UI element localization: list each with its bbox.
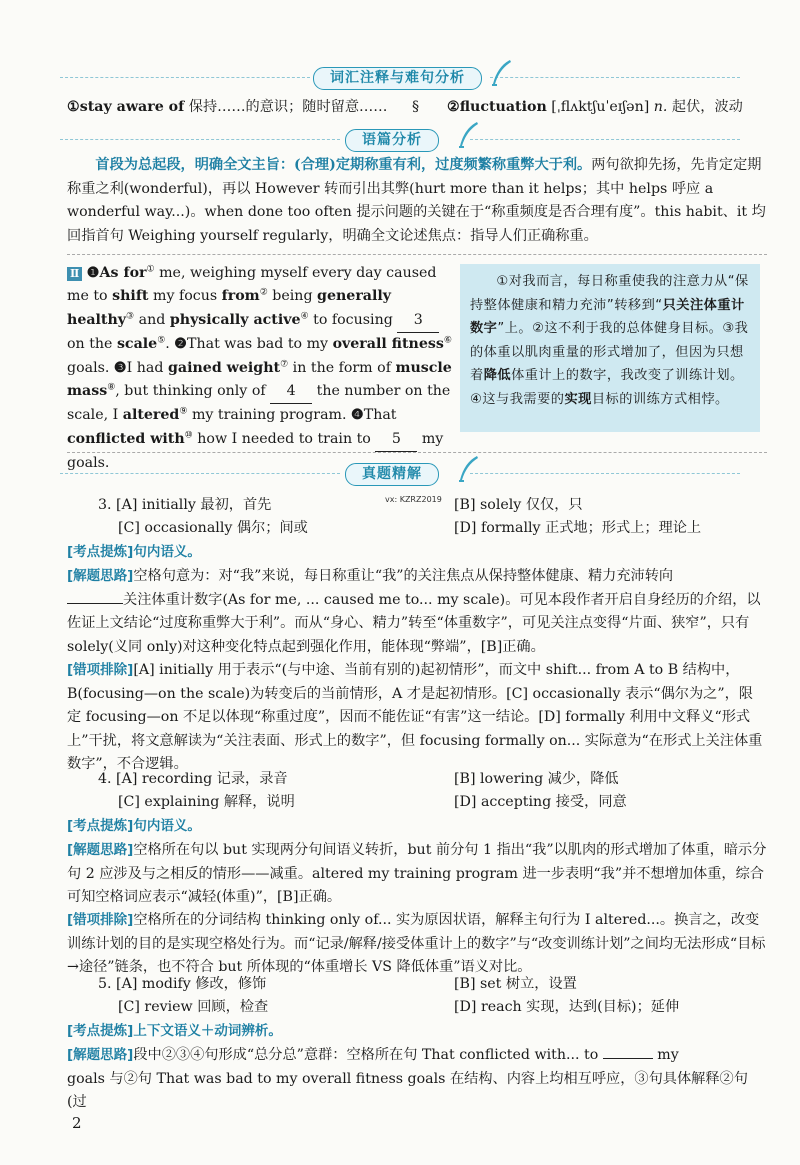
watermark: vx: KZRZ2019 [385, 495, 442, 504]
q5-idea: [解题思路]段中②③④句形成“总分总”意群：空格所在句 That conflicted with... to my goals 与②句 That was bad to my overall fitness goals 在结构、内容上均相互呼应，③句具体解释②句(过 [67, 1047, 748, 1110]
q4-options-row2 [98, 791, 778, 814]
q4-option-b[interactable]: [B] lowering 减少，降低 [454, 771, 619, 787]
section-title-vocab: 词汇注释与难句分析 [313, 67, 482, 90]
q3-elimination: [错项排除][A] initially 用于表示“(与中途、当前有别的)起初情形”，而文中 shift... from A to B 结构中，B(focusing—on the scale)为转变后的当前情形，A 才是起初情形。[C] occasionally 表示“偶尔为之”，限定 focusing—on 不足以体现“称重过度”，因而不能佐证“有害”这一结论。[D] formally 利用中文释义“形式上”干扰，将文意解读为“关注表面、形式上的数字”，但 focusing formally on... 实际意为“在形式上关注体重数字”，不合逻辑。 [67, 662, 763, 772]
q5-options-row2 [98, 996, 778, 1019]
vocab-line: ①stay aware of 保持……的意识；随时留意…… § ②fluctuation [ˌflʌktʃuˈeɪʃən] n. 起伏，波动 [67, 96, 767, 120]
q5-option-b[interactable]: [B] set 树立，设置 [454, 976, 577, 992]
analysis-paragraph: 首段为总起段，明确全文主旨：(合理)定期称重有利，过度频繁称重弊大于利。两句欲抑先扬，先肯定定期称重之利(wonderful)，再以 However 转而引出其弊(hurt more than it helps；其中 helps 呼应 a wonderful way...)。when done too often 提示问题的关键在于“称重频度是否合理有度”。this habit、it 均回指首句 Weighing yourself regularly，明确全文论述焦点：指导人们正确称重。 [67, 157, 766, 244]
q3-options-row1 [98, 494, 778, 517]
q4-point: [考点提炼]句内语义。 [67, 818, 201, 834]
divider [67, 254, 767, 255]
blank-3[interactable]: 3 [397, 309, 439, 333]
quill-icon [455, 120, 481, 150]
page-number: 2 [72, 1114, 82, 1132]
q4-options-row1 [98, 768, 778, 791]
q5-option-a[interactable]: 5. [A] modify 修改，修饰 [98, 976, 267, 992]
q4-idea: [解题思路]空格所在句以 but 实现两分句间语义转折，but 前分句 1 指出“我”以肌肉的形式增加了体重，暗示分句 2 应涉及与之相反的情形——减重。altered my training program 进一步表明“我”并不想增加体重，综合可知空格词应表示“减轻(体重)”，[B]正确。 [67, 842, 767, 905]
q3-option-c[interactable]: [C] occasionally 偶尔；间或 [118, 520, 308, 536]
q5-options-row1 [98, 973, 778, 996]
q5-option-d[interactable]: [D] reach 实现，达到(目标)；延伸 [454, 999, 680, 1015]
blank-5[interactable]: 5 [375, 428, 417, 452]
translation-box: ①对我而言，每日称重使我的注意力从“保持整体健康和精力充沛”转移到“只关注体重计数字”上。②这不利于我的总体健身目标。③我的体重以肌肉重量的形式增加了，但因为只想着降低体重计上的数字，我改变了训练计划。④这与我需要的实现目标的训练方式相悖。 [460, 264, 760, 432]
section-header-analysis [0, 128, 800, 152]
section-mark: § [412, 99, 420, 115]
quill-icon [488, 58, 514, 88]
blank-4[interactable]: 4 [270, 380, 312, 404]
q5-point: [考点提炼]上下文语义＋动词辨析。 [67, 1023, 282, 1039]
q3-idea: [解题思路]空格句意为：对“我”来说，每日称重让“我”的关注焦点从保持整体健康、精力充沛转向 关注体重计数字(As for me, ... caused me to... my scale)。可见本段作者开启自身经历的介绍，以佐证上文结论“过度称重弊大于利”。而从“身心、精力”转至“体重数字”，可见关注点变得“片面、狭窄”，只有 solely(义同 only)对这种变化特点起到强化作用，能体现“弊端”，[B]正确。 [67, 568, 761, 655]
q3-option-b[interactable]: [B] solely 仅仅，只 [454, 497, 583, 513]
q4-option-d[interactable]: [D] accepting 接受，同意 [454, 794, 627, 810]
section-title-analysis: 语篇分析 [345, 129, 439, 152]
section-title-questions: 真题精解 [345, 463, 439, 486]
q4-elimination: [错项排除]空格所在的分词结构 thinking only of... 实为原因状语，解释主句行为 I altered...。换言之，改变训练计划的目的是实现空格处行为。而“记录/解释/接受体重计上的数字”与“改变训练计划”之间均无法形成“目标→途径”链条，也不符合 but 所体现的“体重增长 VS 降低体重”语义对比。 [67, 912, 766, 975]
q3-option-d[interactable]: [D] formally 正式地；形式上；理论上 [454, 520, 702, 536]
section-header-questions [0, 462, 800, 486]
q3-options-row2 [98, 517, 778, 540]
q4-option-c[interactable]: [C] explaining 解释，说明 [118, 794, 295, 810]
q3-point: [考点提炼]句内语义。 [67, 544, 201, 560]
quill-icon [455, 454, 481, 484]
divider [67, 452, 767, 453]
q4-option-a[interactable]: 4. [A] recording 记录，录音 [98, 771, 288, 787]
section-header-vocab [0, 66, 800, 90]
q5-option-c[interactable]: [C] review 回顾，检查 [118, 999, 269, 1015]
passage-text: Ⅱ ❶As for① me, weighing myself every day caused me to shift my focus from② being generally healthy③ and physically active④ to focusing 3 on the scale⑤. ❷That was bad to my overall fitness⑥ goals. ❸I had gained weight⑦ in the form of muscle mass⑧, but thinking only of 4 the number on the scale, I altered⑨ my training program. ❹That conflicted with⑩ how I needed to train to 5 my goals. [67, 264, 452, 472]
q3-option-a[interactable]: 3. [A] initially 最初，首先 [98, 497, 272, 513]
